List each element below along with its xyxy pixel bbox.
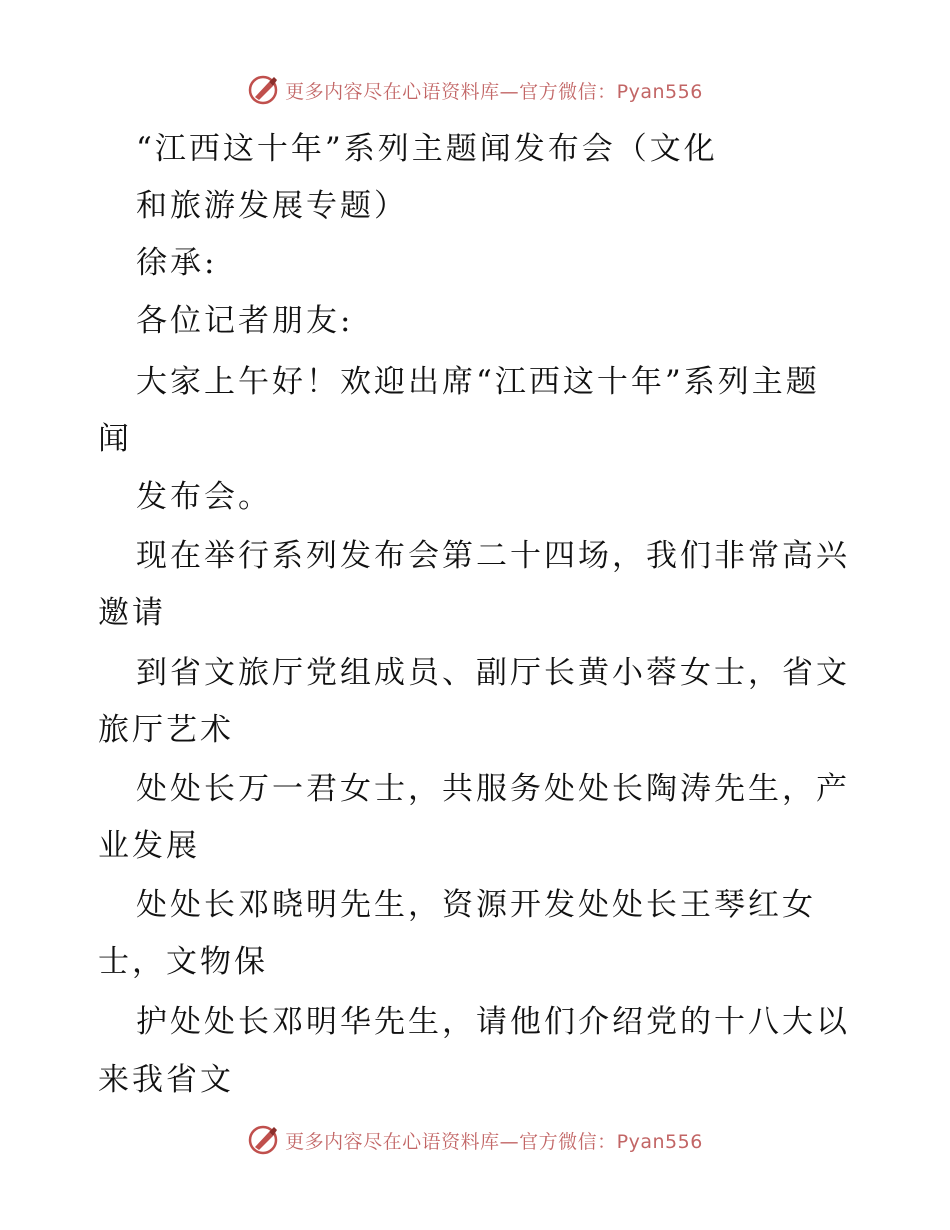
pen-logo-icon xyxy=(247,73,281,107)
pen-logo-icon xyxy=(247,1123,281,1157)
doc-line: 旅厅艺术 xyxy=(98,712,234,748)
doc-line: 大家上午好！欢迎出席“江西这十年”系列主题 xyxy=(136,364,820,400)
doc-line: 闻 xyxy=(98,421,132,457)
doc-line-greeting: 各位记者朋友: xyxy=(136,303,354,339)
doc-line: 护处处长邓明华先生，请他们介绍党的十八大以 xyxy=(136,1004,850,1040)
header-banner xyxy=(0,70,950,110)
footer-banner xyxy=(0,1120,950,1160)
header-banner-text: 更多内容尽在心语资料库—官方微信：Pyan556 xyxy=(285,80,703,103)
doc-line: 现在举行系列发布会第二十四场，我们非常高兴 xyxy=(136,538,850,574)
doc-line: 发布会。 xyxy=(136,479,272,515)
doc-line: 士，文物保 xyxy=(98,944,268,980)
doc-line: 业发展 xyxy=(98,828,200,864)
doc-line: 到省文旅厅党组成员、副厅长黄小蓉女士，省文 xyxy=(136,655,850,691)
doc-line-title-1: “江西这十年”系列主题闻发布会（文化 xyxy=(136,131,718,167)
doc-line: 处处长万一君女士，共服务处处长陶涛先生，产 xyxy=(136,771,850,807)
doc-line: 处处长邓晓明先生，资源开发处处长王琴红女 xyxy=(136,887,816,923)
doc-line-title-2: 和旅游发展专题） xyxy=(136,188,408,224)
doc-line: 来我省文 xyxy=(98,1062,234,1098)
doc-line-speaker: 徐承: xyxy=(136,245,218,281)
footer-banner-text: 更多内容尽在心语资料库—官方微信：Pyan556 xyxy=(285,1130,703,1153)
doc-line: 邀请 xyxy=(98,595,166,631)
